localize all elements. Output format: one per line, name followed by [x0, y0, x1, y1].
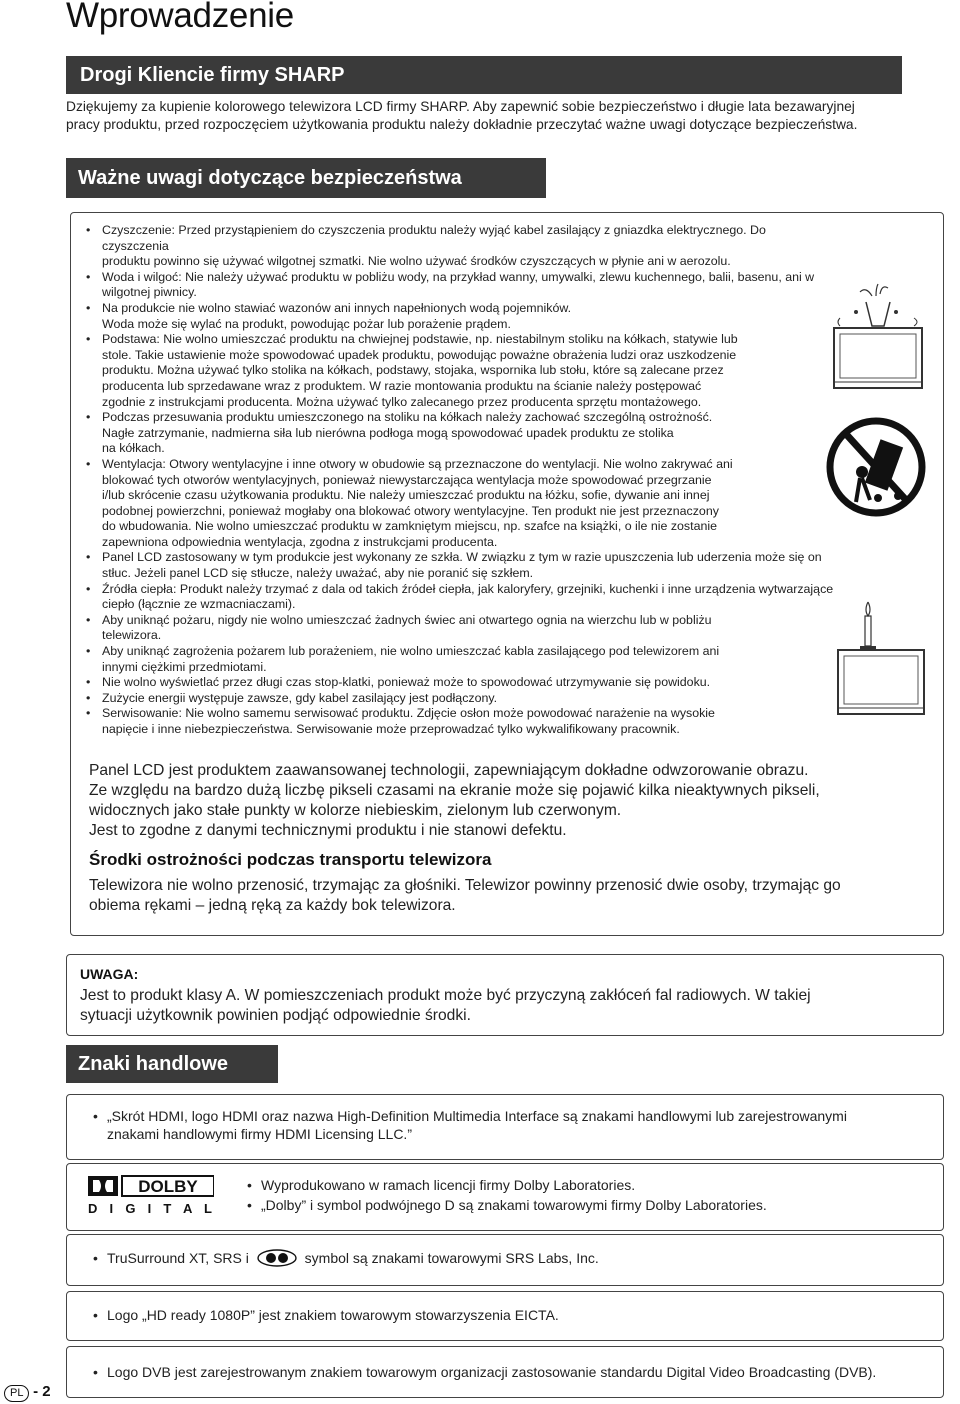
- lcd-note-line: Ze względu na bardzo dużą liczbę pikseli czasami na ekranie może się pojawić kilka nieaktywnych pikseli,: [89, 782, 820, 799]
- trademark-box-srs: [66, 1234, 944, 1286]
- safety-item: [86, 613, 836, 644]
- trademark-line: • „Skrót HDMI, logo HDMI oraz nazwa High-Definition Multimedia Interface są znakami handlowymi lub zarejestrowanymi: [107, 1108, 847, 1124]
- safety-item-line: wilgotnej piwnicy.: [102, 285, 197, 300]
- safety-item-line: • Nie wolno wyświetlać przez długi czas stop-klatki, ponieważ może to spowodować utrzymywanie się powidoku.: [102, 675, 711, 690]
- transport-text: [89, 876, 841, 916]
- trademark-item-dvb: • Logo DVB jest zarejestrowanym znakiem towarowym organizacji zastosowanie standardu Digital Video Broadcasting (DVB).: [93, 1363, 876, 1381]
- warning-label: UWAGA:: [80, 966, 139, 982]
- safety-item: [86, 691, 836, 707]
- lcd-note-line: Panel LCD jest produktem zaawansowanej technologii, zapewniającym dokładne odwzorowanie obrazu.: [89, 762, 809, 779]
- language-badge: PL: [4, 1385, 29, 1402]
- no-cart-tipping-icon: [826, 412, 926, 522]
- lcd-note-line: Jest to zgodne z danymi technicznymi produktu i nie stanowi defektu.: [89, 822, 567, 839]
- page-number: [4, 1383, 51, 1402]
- safety-item-line: blokować tych otworów wentylacyjnych, ponieważ niewystarczająca wentylacja może spowodować przegrzanie: [102, 472, 712, 487]
- trademark-item-dolby: • Wyprodukowano w ramach licencji firmy Dolby Laboratories.: [247, 1176, 635, 1194]
- intro-line: pracy produktu, przed rozpoczęciem użytkowania produktu należy dokładnie przeczytać ważne uwagi dotyczące bezpieczeństwa.: [66, 117, 858, 132]
- safety-item: [86, 644, 836, 675]
- safety-item: [86, 410, 836, 457]
- section-header-drogi-kliencie: Drogi Kliencie firmy SHARP: [66, 56, 902, 94]
- warning-text: [80, 986, 811, 1026]
- trademark-box-hdmi: [66, 1094, 944, 1160]
- safety-item-line: do wbudowania. Nie wolno umieszczać produktu w zamkniętym miejscu, np. szafce na książki, o ile nie zostanie: [102, 519, 718, 534]
- trademark-item-srs: [93, 1249, 599, 1267]
- safety-item-line: produktu powinno się używać wilgotnej szmatki. Nie wolno używać środków czyszczących w płynie ani w aerozolu.: [102, 254, 731, 269]
- trademark-line: znakami handlowymi firmy HDMI Licensing LLC.”: [107, 1126, 412, 1142]
- intro-text: [66, 98, 936, 134]
- trademark-item-dolby: • „Dolby” i symbol podwójnego D są znakami towarowymi firmy Dolby Laboratories.: [247, 1196, 767, 1214]
- safety-item: [86, 457, 836, 551]
- trademark-item-hdmi: [93, 1107, 847, 1143]
- safety-item-line: • Woda i wilgoć: Nie należy używać produktu w pobliżu wody, na przykład wanny, umywalki, zlewu kuchennego, balii, basenu, ani w: [102, 269, 815, 284]
- dolby-logo-bottom-text: D I G I T A L: [88, 1201, 212, 1215]
- safety-item-line: • Podstawa: Nie wolno umieszczać produktu na chwiejnej podstawie, np. niestabilnym stoliku na kółkach, statywie lub: [102, 332, 738, 347]
- trademark-box-dvb: [66, 1346, 944, 1398]
- safety-item: [86, 301, 836, 332]
- srs-logo-icon: [257, 1249, 297, 1267]
- dolby-logo-top-text: DOLBY: [138, 1177, 198, 1196]
- srs-text-b: symbol są znakami towarowymi SRS Labs, Inc.: [304, 1250, 599, 1266]
- safety-item: [86, 270, 836, 301]
- safety-item-line: • Wentylacja: Otwory wentylacyjne i inne otwory w obudowie są przeznaczone do wentylacji. Nie wolno zakrywać ani: [102, 456, 733, 471]
- safety-item-line: Woda może się wylać na produkt, powodując pożar lub porażenie prądem.: [102, 316, 511, 331]
- safety-item: [86, 706, 836, 737]
- safety-item-line: • Podczas przesuwania produktu umieszczonego na stoliku na kółkach należy zachować szczególną ostrożność.: [102, 410, 713, 425]
- transport-line: Telewizora nie wolno przenosić, trzymając za głośniki. Telewizor powinny przenosić dwie osoby, trzymając go: [89, 877, 841, 894]
- safety-item: [86, 582, 836, 613]
- safety-item-line: • Aby uniknąć pożaru, nigdy nie wolno umieszczać żadnych świec ani otwartego ognia na wierzchu lub w pobliżu: [102, 612, 712, 627]
- tv-vase-illustration-icon: [826, 282, 930, 392]
- transport-line: obiema rękami – jedną ręką za każdy bok telewizora.: [89, 897, 456, 914]
- section-header-safety: Ważne uwagi dotyczące bezpieczeństwa: [66, 158, 546, 198]
- tv-candle-illustration-icon: [832, 598, 928, 718]
- lcd-note: [89, 761, 820, 841]
- transport-heading: Środki ostrożności podczas transportu telewizora: [89, 850, 492, 869]
- safety-item-line: • Zużycie energii występuje zawsze, gdy kabel zasilający jest podłączony.: [102, 690, 498, 705]
- safety-item-line: ciepło (łącznie ze wzmacniaczami).: [102, 597, 296, 612]
- safety-item-line: • Panel LCD zastosowany w tym produkcie jest wykonany ze szkła. W związku z tym w razie upuszczenia lub uderzenia może się on: [102, 550, 822, 565]
- safety-item-line: • Na produkcie nie wolno stawiać wazonów ani innych napełnionych wodą pojemników.: [102, 300, 572, 315]
- trademark-box-hdready: [66, 1291, 944, 1341]
- safety-item-line: zgodnie z instrukcjami producenta. Można używać tylko zalecanego przez producenta sprzętu montażowego.: [102, 394, 702, 409]
- safety-item-line: • Czyszczenie: Przed przystąpieniem do czyszczenia produktu należy wyjąć kabel zasilający z gniazdka elektrycznego. Do czyszczenia: [102, 223, 766, 253]
- dolby-digital-logo: [88, 1175, 214, 1215]
- safety-list: [86, 223, 836, 738]
- safety-item-line: stłuc. Jeżeli panel LCD się stłucze, należy uważać, aby nie poranić się szkłem.: [102, 566, 534, 581]
- safety-item: [86, 332, 836, 410]
- safety-item-line: zapewniona odpowiednia wentylacja, zgodna z instrukcjami producenta.: [102, 534, 498, 549]
- safety-item-line: produktu. Można używać tylko stolika na kółkach, podstawy, stojaka, wspornika lub stołu, które są zalecane przez: [102, 363, 724, 378]
- safety-item-line: podobnej powierzchni, ponieważ mogłaby ona blokować otwory wentylacyjne. Ten produkt nie jest przeznaczony: [102, 503, 719, 518]
- page-title: Wprowadzenie: [66, 0, 294, 35]
- lcd-note-line: widocznych jako stałe punkty w kolorze niebieskim, zielonym lub czerwonym.: [89, 802, 622, 819]
- trademark-item-hdready: • Logo „HD ready 1080P” jest znakiem towarowym stowarzyszenia EICTA.: [93, 1306, 559, 1324]
- safety-item: [86, 223, 836, 270]
- safety-item-line: • Serwisowanie: Nie wolno samemu serwisować produktu. Zdjęcie osłon może powodować narażenie na wysokie: [102, 706, 715, 721]
- warning-line: Jest to produkt klasy A. W pomieszczeniach produkt może być przyczyną zakłóceń fal radiowych. W takiej: [80, 987, 811, 1004]
- intro-line: Dziękujemy za kupienie kolorowego telewizora LCD firmy SHARP. Aby zapewnić sobie bezpieczeństwo i długie lata bezawaryjnej: [66, 99, 855, 114]
- safety-item: [86, 675, 836, 691]
- safety-item-line: Nagłe zatrzymanie, nadmierna siła lub nierówna podłoga mogą spowodować upadek produktu ze stolika: [102, 425, 674, 440]
- safety-item-line: • Aby uniknąć zagrożenia pożarem lub porażeniem, nie wolno umieszczać kabla zasilającego pod telewizorem ani: [102, 644, 720, 659]
- srs-text-a: TruSurround XT, SRS i: [107, 1250, 249, 1266]
- safety-item-line: stole. Takie ustawienie może spowodować upadek produktu, powodując poważne obrażenia ludzi oraz uszkodzenie: [102, 347, 737, 362]
- safety-item: [86, 550, 836, 581]
- safety-item-line: innymi ciężkimi przedmiotami.: [102, 659, 267, 674]
- safety-item-line: i/lub skrócenie czasu użytkowania produktu. Nie należy umieszczać produktu na łóżku, sofie, dywanie ani innej: [102, 488, 710, 503]
- section-header-trademarks: Znaki handlowe: [66, 1045, 278, 1083]
- safety-item-line: producenta lub sprzedawane wraz z produktem. W razie montowania produktu na ścianie należy postępować: [102, 378, 702, 393]
- warning-line: sytuacji użytkownik powinien podjąć odpowiednie środki.: [80, 1007, 471, 1024]
- safety-item-line: telewizora.: [102, 628, 162, 643]
- page-num: - 2: [33, 1383, 51, 1400]
- safety-item-line: na kółkach.: [102, 441, 165, 456]
- safety-item-line: napięcie i inne niebezpieczeństwa. Serwisowanie może przeprowadzać tylko wykwalifikowany pracownik.: [102, 722, 680, 736]
- safety-item-line: • Źródła ciepła: Produkt należy trzymać z dala od takich źródeł ciepła, jak kaloryfery, grzejniki, kuchenki i inne urządzenia wytwarzające: [102, 581, 834, 596]
